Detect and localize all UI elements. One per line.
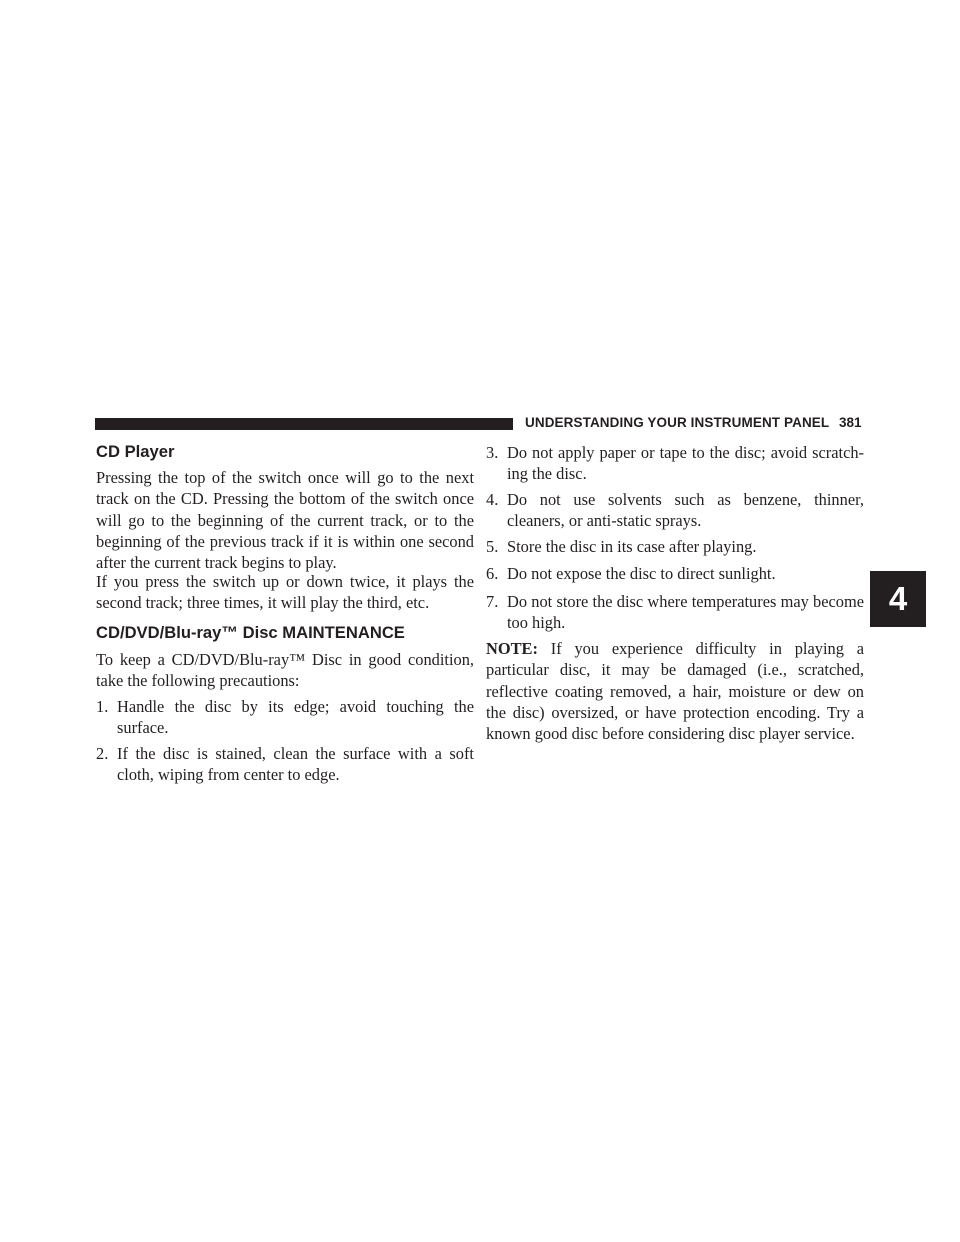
list-item-number: 6. xyxy=(486,564,499,583)
note-paragraph xyxy=(486,638,864,744)
chapter-tab: 4 xyxy=(870,571,926,627)
list-item-text: Do not use solvents such as benzene, thinner, cleaners, or anti-static sprays. xyxy=(507,490,864,531)
cd-player-heading: CD Player xyxy=(96,442,175,461)
list-item xyxy=(96,696,474,739)
list-item-text: Handle the disc by its edge; avoid touching the surface. xyxy=(117,697,474,738)
list-item-text: If the disc is stained, clean the surface with a soft cloth, wiping from center to edge. xyxy=(117,744,474,785)
list-item-number: 2. xyxy=(96,744,109,763)
header-rule xyxy=(95,418,513,430)
list-item xyxy=(96,743,474,786)
note-text: If you experience difficulty in playing a particular disc, it may be damaged (i.e., scratched, reflective coating removed, a hair, moisture or dew on the disc) oversized, or have protection encoding. Try a known good disc before considering disc player service. xyxy=(486,639,864,744)
list-item-text: Store the disc in its case after playing. xyxy=(507,537,757,556)
list-item-text: Do not store the disc where temperatures may become too high. xyxy=(507,592,864,633)
list-item xyxy=(486,442,864,485)
list-item-number: 1. xyxy=(96,697,109,716)
list-item-number: 5. xyxy=(486,537,499,556)
list-item xyxy=(486,489,864,532)
list-item-text: Do not expose the disc to direct sunlight. xyxy=(507,564,776,583)
maintenance-heading: CD/DVD/Blu-ray™ Disc MAINTENANCE xyxy=(96,623,405,642)
section-title: UNDERSTANDING YOUR INSTRUMENT PANEL xyxy=(525,415,830,430)
list-item-number: 4. xyxy=(486,490,499,509)
list-item xyxy=(486,563,864,584)
cd-paragraph-2: If you press the switch up or down twice, it plays the second track; three times, it will play the third, etc. xyxy=(96,572,474,613)
page-number: 381 xyxy=(839,415,862,430)
list-item-text: Do not apply paper or tape to the disc; avoid scratch- ing the disc. xyxy=(507,443,864,484)
list-item xyxy=(486,536,864,557)
list-item xyxy=(486,591,864,634)
list-item-number: 7. xyxy=(486,592,499,611)
list-item-number: 3. xyxy=(486,443,499,462)
maintenance-intro: To keep a CD/DVD/Blu-ray™ Disc in good condition, take the following precautions: xyxy=(96,650,474,691)
cd-paragraph-1: Pressing the top of the switch once will go to the next track on the CD. Pressing the bottom of the switch once will go to the beginning of the current track, or to the beginning of the previous track if it is within one second after the current track begins to play. xyxy=(96,468,474,573)
note-label: NOTE: xyxy=(486,639,538,658)
